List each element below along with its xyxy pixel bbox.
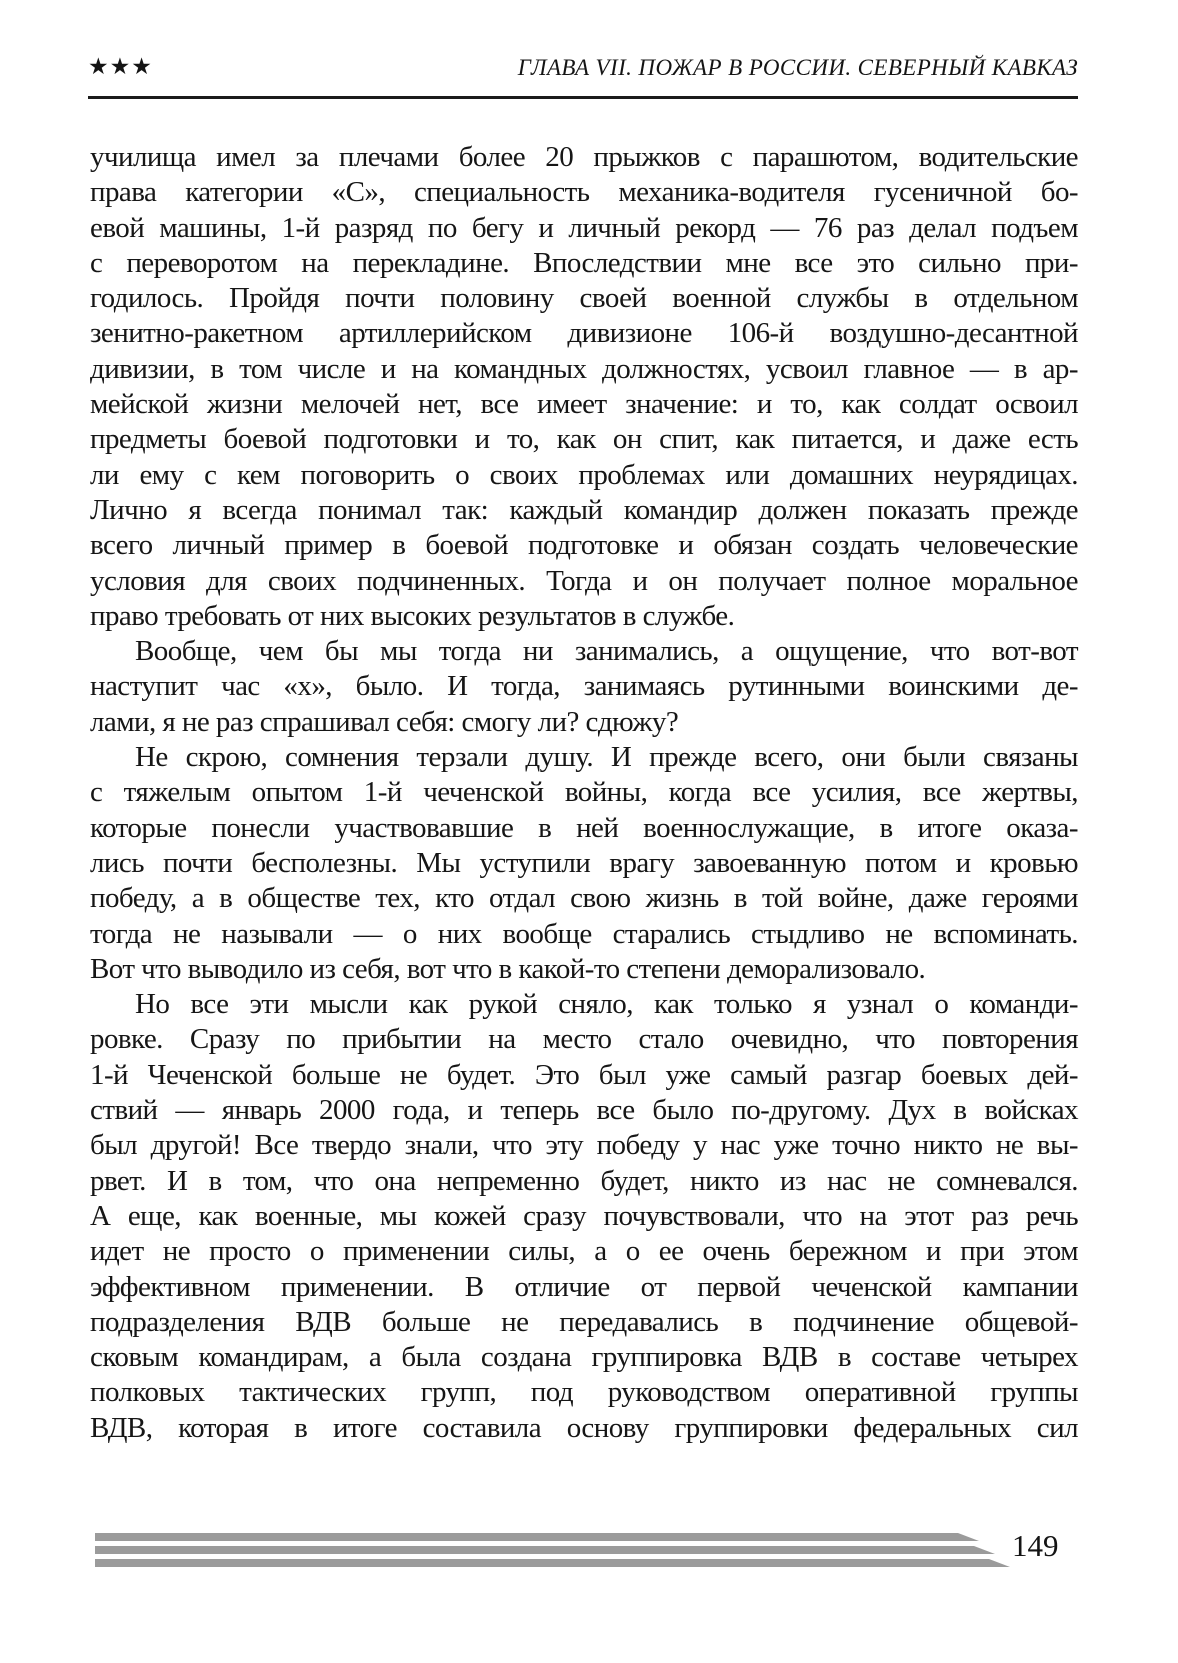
text-line: лись почти бесполезны. Мы уступили врагу завоеванную потом и кровью bbox=[90, 846, 1078, 879]
paragraph bbox=[90, 634, 1078, 740]
page-number: 149 bbox=[1012, 1528, 1059, 1563]
text-line: право требовать от них высоких результатов в службе. bbox=[90, 599, 735, 632]
footer-stripe bbox=[95, 1546, 995, 1554]
footer-stripe bbox=[95, 1533, 979, 1541]
text-line: дивизии, в том числе и на командных должностях, усвоил главное — в ар- bbox=[90, 352, 1078, 385]
text-line: ствий — январь 2000 года, и теперь все было по-другому. Дух в войсках bbox=[90, 1094, 1078, 1127]
text-line: Вот что выводило из себя, вот что в какой-то степени деморализовало. bbox=[90, 952, 926, 985]
text-line: с переворотом на перекладине. Впоследствии мне все это сильно при- bbox=[90, 246, 1078, 279]
text-line: с тяжелым опытом 1-й чеченской войны, когда все усилия, все жертвы, bbox=[90, 776, 1078, 809]
text-line: годилось. Пройдя почти половину своей военной службы в отдельном bbox=[90, 282, 1078, 315]
text-line: рвет. И в том, что она непременно будет, никто из нас не сомневался. bbox=[90, 1164, 1078, 1197]
header-rule bbox=[88, 96, 1078, 99]
body-text bbox=[90, 140, 1078, 1446]
text-line: зенитно-ракетном артиллерийском дивизионе 106-й воздушно-десантной bbox=[90, 317, 1078, 350]
text-line: которые понесли участвовавшие в ней военнослужащие, в итоге оказа- bbox=[90, 811, 1078, 844]
text-line: лами, я не раз спрашивал себя: смогу ли? сдюжу? bbox=[90, 705, 679, 738]
text-line: ровке. Сразу по прибытии на место стало очевидно, что повторения bbox=[90, 1023, 1078, 1056]
text-line: Лично я всегда понимал так: каждый командир должен показать прежде bbox=[90, 493, 1078, 526]
text-line: победу, а в обществе тех, кто отдал свою жизнь в той войне, даже героями bbox=[90, 882, 1078, 915]
paragraph bbox=[90, 140, 1078, 634]
text-line: сковым командирам, а была создана группировка ВДВ в составе четырех bbox=[90, 1341, 1078, 1374]
paragraph bbox=[90, 740, 1078, 987]
text-line: Вообще, чем бы мы тогда ни занимались, а ощущение, что вот-вот bbox=[135, 635, 1078, 668]
three-stars-icon: ★★★ bbox=[88, 54, 153, 80]
chapter-title: ГЛАВА VII. ПОЖАР В РОССИИ. СЕВЕРНЫЙ КАВКАЗ bbox=[517, 55, 1078, 80]
text-line: училища имел за плечами более 20 прыжков с парашютом, водительские bbox=[90, 141, 1078, 173]
text-line: всего личный пример в боевой подготовке и обязан создать человеческие bbox=[90, 529, 1078, 562]
text-line: права категории «С», специальность механика-водителя гусеничной бо- bbox=[90, 176, 1078, 209]
text-line: условия для своих подчиненных. Тогда и он получает полное моральное bbox=[90, 564, 1078, 597]
text-line: евой машины, 1-й разряд по бегу и личный рекорд — 76 раз делал подъем bbox=[90, 211, 1078, 244]
text-line: мейской жизни мелочей нет, все имеет значение: и то, как солдат освоил bbox=[90, 388, 1078, 421]
text-line: эффективном применении. В отличие от первой чеченской кампании bbox=[90, 1270, 1078, 1303]
footer-stripes-decoration bbox=[95, 1533, 1010, 1567]
text-line: ВДВ, которая в итоге составила основу группировки федеральных сил bbox=[90, 1411, 1078, 1444]
text-line: полковых тактических групп, под руководством оперативной группы bbox=[90, 1376, 1078, 1409]
text-line: Но все эти мысли как рукой сняло, как только я узнал о команди- bbox=[135, 988, 1078, 1021]
paragraph bbox=[90, 987, 1078, 1446]
text-line: Не скрою, сомнения терзали душу. И прежде всего, они были связаны bbox=[135, 741, 1078, 774]
text-line: тогда не называли — о них вообще старались стыдливо не вспоминать. bbox=[90, 917, 1078, 950]
text-line: подразделения ВДВ больше не передавались в подчинение общевой- bbox=[90, 1305, 1078, 1338]
text-line: идет не просто о применении силы, а о ее очень бережном и при этом bbox=[90, 1235, 1078, 1268]
text-line: А еще, как военные, мы кожей сразу почувствовали, что на этот раз речь bbox=[90, 1199, 1078, 1232]
text-line: ли ему с кем поговорить о своих проблемах или домашних неурядицах. bbox=[90, 458, 1078, 491]
text-line: предметы боевой подготовки и то, как он спит, как питается, и даже есть bbox=[90, 423, 1078, 456]
text-line: наступит час «х», было. И тогда, занимаясь рутинными воинскими де- bbox=[90, 670, 1078, 703]
page-header bbox=[88, 56, 1078, 79]
text-line: был другой! Все твердо знали, что эту победу у нас уже точно никто не вы- bbox=[90, 1129, 1078, 1162]
footer-stripe bbox=[95, 1559, 1010, 1567]
text-line: 1-й Чеченской больше не будет. Это был уже самый разгар боевых дей- bbox=[90, 1058, 1078, 1091]
